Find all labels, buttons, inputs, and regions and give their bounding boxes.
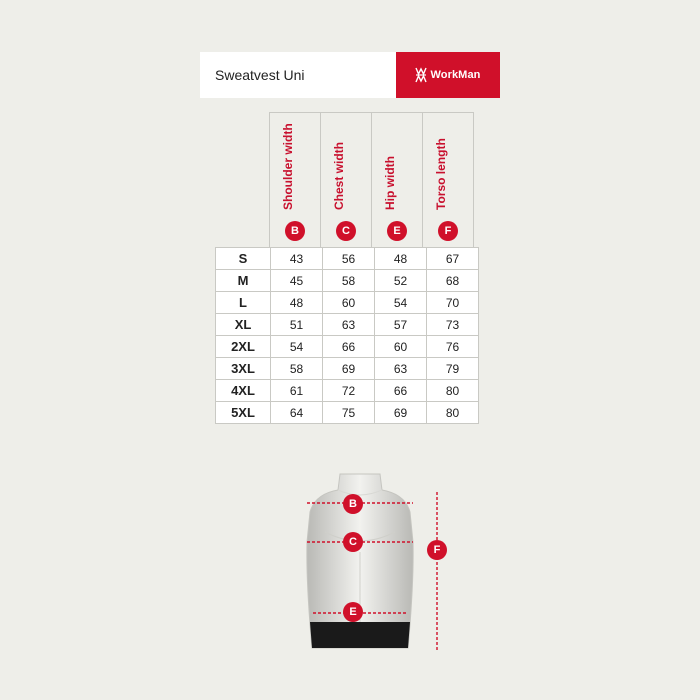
measurement-cell: 63 [375, 358, 427, 380]
measurement-cell: 54 [271, 336, 323, 358]
marker-e: E [343, 602, 363, 622]
measurement-cell: 69 [375, 402, 427, 424]
measurement-cell: 57 [375, 314, 427, 336]
size-label: 4XL [216, 380, 271, 402]
measurement-cell: 64 [271, 402, 323, 424]
size-label: M [216, 270, 271, 292]
table-row [216, 314, 479, 336]
table-row [216, 270, 479, 292]
brand-name: WorkMan [430, 69, 481, 81]
size-table [215, 247, 479, 424]
brand-logo [396, 52, 500, 98]
measurement-cell: 51 [271, 314, 323, 336]
column-label: Torso length [434, 138, 448, 210]
table-row [216, 402, 479, 424]
table-row [216, 380, 479, 402]
measurement-cell: 66 [375, 380, 427, 402]
measure-badge: E [387, 221, 407, 241]
measurement-cell: 48 [271, 292, 323, 314]
measurement-cell: 69 [323, 358, 375, 380]
measurement-cell: 52 [375, 270, 427, 292]
column-header [371, 112, 423, 247]
marker-c: C [343, 532, 363, 552]
column-label: Shoulder width [281, 123, 295, 210]
size-label: 2XL [216, 336, 271, 358]
measurement-cell: 60 [323, 292, 375, 314]
table-row [216, 358, 479, 380]
measurement-cell: 61 [271, 380, 323, 402]
measurement-cell: 63 [323, 314, 375, 336]
measurement-cell: 56 [323, 248, 375, 270]
measure-badge: F [438, 221, 458, 241]
measurement-cell: 72 [323, 380, 375, 402]
column-header [422, 112, 474, 247]
measurement-cell: 45 [271, 270, 323, 292]
marker-b: B [343, 494, 363, 514]
measurement-cell: 76 [427, 336, 479, 358]
measurement-cell: 66 [323, 336, 375, 358]
product-title: Sweatvest Uni [215, 67, 305, 83]
measure-badge: C [336, 221, 356, 241]
table-row [216, 336, 479, 358]
workman-logo-icon [415, 66, 427, 84]
column-header [320, 112, 372, 247]
measurement-figure [280, 472, 460, 650]
measurement-cell: 68 [427, 270, 479, 292]
measurement-cell: 70 [427, 292, 479, 314]
measurement-cell: 75 [323, 402, 375, 424]
measurement-cell: 60 [375, 336, 427, 358]
measurement-cell: 80 [427, 402, 479, 424]
size-label: 3XL [216, 358, 271, 380]
measurement-cell: 58 [323, 270, 375, 292]
measurement-cell: 58 [271, 358, 323, 380]
measurement-cell: 43 [271, 248, 323, 270]
measurement-cell: 79 [427, 358, 479, 380]
measurement-cell: 73 [427, 314, 479, 336]
column-label: Chest width [332, 142, 346, 210]
measure-badge: B [285, 221, 305, 241]
table-row [216, 248, 479, 270]
size-chart [215, 112, 479, 424]
table-row [216, 292, 479, 314]
measurement-cell: 67 [427, 248, 479, 270]
column-header [269, 112, 321, 247]
measurement-cell: 48 [375, 248, 427, 270]
column-label: Hip width [383, 156, 397, 210]
chart-header [200, 52, 500, 98]
marker-f: F [427, 540, 447, 560]
measurement-cell: 54 [375, 292, 427, 314]
column-headers [269, 112, 479, 247]
size-label: 5XL [216, 402, 271, 424]
torso-illustration-icon [280, 472, 460, 650]
measurement-cell: 80 [427, 380, 479, 402]
size-label: L [216, 292, 271, 314]
size-label: XL [216, 314, 271, 336]
size-label: S [216, 248, 271, 270]
